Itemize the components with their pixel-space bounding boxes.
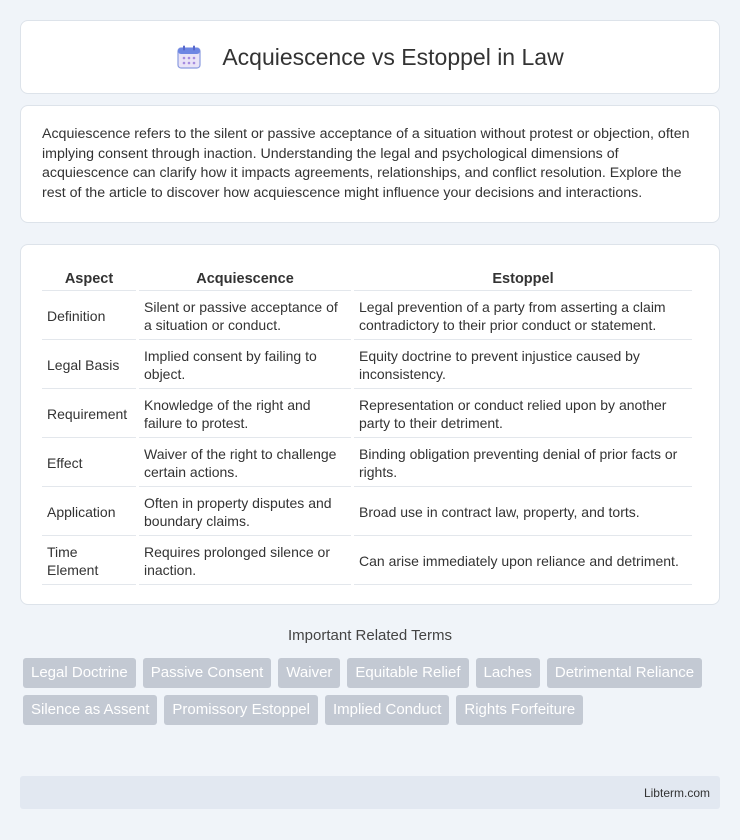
footer	[20, 776, 720, 809]
cell-estoppel: Can arise immediately upon reliance and detriment.	[354, 538, 692, 585]
related-term-tag[interactable]: Passive Consent	[143, 658, 272, 688]
intro-card	[20, 105, 720, 223]
cell-aspect: Legal Basis	[42, 342, 136, 389]
cell-acquiescence: Waiver of the right to challenge certain actions.	[139, 440, 351, 487]
cell-aspect: Effect	[42, 440, 136, 487]
cell-estoppel: Broad use in contract law, property, and torts.	[354, 489, 692, 536]
header-acquiescence: Acquiescence	[139, 266, 351, 291]
cell-acquiescence: Implied consent by failing to object.	[139, 342, 351, 389]
header-aspect: Aspect	[42, 266, 136, 291]
cell-aspect: Requirement	[42, 391, 136, 438]
table-row	[42, 342, 692, 389]
cell-estoppel: Legal prevention of a party from asserting a claim contradictory to their prior conduct or statement.	[354, 293, 692, 340]
comparison-table-card	[20, 244, 720, 605]
related-term-tag[interactable]: Detrimental Reliance	[547, 658, 702, 688]
table-row	[42, 440, 692, 487]
related-term-tag[interactable]: Implied Conduct	[325, 695, 449, 725]
footer-site-link[interactable]: Libterm.com	[643, 785, 710, 800]
page-title: Acquiescence vs Estoppel in Law	[222, 43, 564, 70]
cell-aspect: Time Element	[42, 538, 136, 585]
table-row	[42, 538, 692, 585]
cell-aspect: Application	[42, 489, 136, 536]
related-term-tag[interactable]: Legal Doctrine	[23, 658, 136, 688]
header-estoppel: Estoppel	[354, 266, 692, 291]
cell-aspect: Definition	[42, 293, 136, 340]
related-term-tag[interactable]: Equitable Relief	[347, 658, 468, 688]
cell-acquiescence: Requires prolonged silence or inaction.	[139, 538, 351, 585]
cell-estoppel: Equity doctrine to prevent injustice caused by inconsistency.	[354, 342, 692, 389]
related-term-tag[interactable]: Promissory Estoppel	[164, 695, 318, 725]
cell-estoppel: Binding obligation preventing denial of prior facts or rights.	[354, 440, 692, 487]
header-card	[20, 20, 720, 94]
related-terms-heading: Important Related Terms	[288, 627, 452, 644]
cell-acquiescence: Silent or passive acceptance of a situation or conduct.	[139, 293, 351, 340]
table-row	[42, 293, 692, 340]
comparison-table	[39, 264, 695, 587]
related-terms-list	[23, 658, 723, 725]
calendar-icon	[176, 44, 202, 70]
intro-paragraph: Acquiescence refers to the silent or passive acceptance of a situation without protest or objection, often implying consent through inaction. Understanding the legal and psychological dimensions of acquiescence can clarify how it impacts agreements, relationships, and conflict resolution. Explore the rest of the article to discover how acquiescence might influence your decisions and interactions.	[42, 126, 690, 201]
table-row	[42, 391, 692, 438]
cell-acquiescence: Knowledge of the right and failure to protest.	[139, 391, 351, 438]
related-term-tag[interactable]: Rights Forfeiture	[456, 695, 583, 725]
related-term-tag[interactable]: Silence as Assent	[23, 695, 157, 725]
table-header-row	[42, 266, 692, 291]
cell-acquiescence: Often in property disputes and boundary claims.	[139, 489, 351, 536]
related-term-tag[interactable]: Laches	[476, 658, 540, 688]
table-row	[42, 489, 692, 536]
cell-estoppel: Representation or conduct relied upon by another party to their detriment.	[354, 391, 692, 438]
related-term-tag[interactable]: Waiver	[278, 658, 340, 688]
